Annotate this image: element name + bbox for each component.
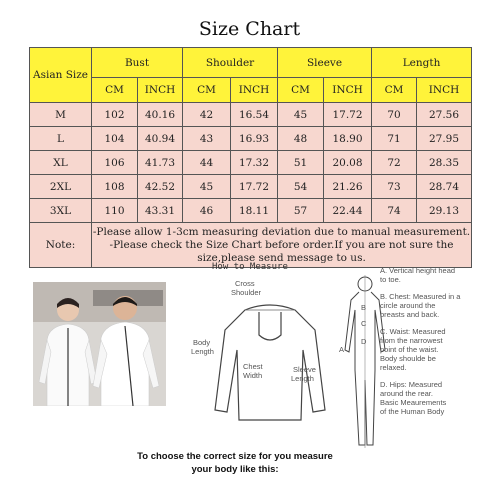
value-cell: 27.56 bbox=[417, 103, 472, 127]
value-cell: 18.90 bbox=[324, 127, 372, 151]
value-cell: 43 bbox=[183, 127, 231, 151]
value-cell: 44 bbox=[183, 151, 231, 175]
chest-width-label: Chest bbox=[243, 362, 263, 371]
letter-b-label: B bbox=[361, 303, 367, 312]
value-cell: 70 bbox=[372, 103, 417, 127]
value-cell: 57 bbox=[278, 199, 324, 223]
legend-text: point of the waist. bbox=[380, 345, 439, 354]
legend-item-c bbox=[380, 327, 495, 372]
legend-item-a bbox=[380, 266, 495, 284]
value-cell: 102 bbox=[92, 103, 138, 127]
value-cell: 16.93 bbox=[231, 127, 278, 151]
unit-header: INCH bbox=[231, 78, 278, 103]
unit-header: INCH bbox=[324, 78, 372, 103]
instruction-line: your body like this: bbox=[191, 464, 279, 475]
bust-header: Bust bbox=[92, 48, 183, 78]
value-cell: 54 bbox=[278, 175, 324, 199]
legend-text: breasts and back. bbox=[380, 310, 440, 319]
how-to-measure-title: How to Measure bbox=[212, 262, 288, 272]
size-cell: M bbox=[30, 103, 92, 127]
cross-shoulder-label: Shoulder bbox=[231, 288, 262, 297]
legend-text: from the narrowest bbox=[380, 336, 443, 345]
value-cell: 20.08 bbox=[324, 151, 372, 175]
header-row-groups bbox=[30, 48, 472, 78]
value-cell: 17.72 bbox=[231, 175, 278, 199]
value-cell: 42.52 bbox=[138, 175, 183, 199]
legend-text: Body shoulde be bbox=[380, 354, 436, 363]
letter-c-label: C bbox=[361, 319, 367, 328]
legend-text: A. Vertical height head bbox=[380, 266, 456, 275]
value-cell: 73 bbox=[372, 175, 417, 199]
value-cell: 72 bbox=[372, 151, 417, 175]
size-cell: 3XL bbox=[30, 199, 92, 223]
table-row bbox=[30, 103, 472, 127]
body-length-label: Length bbox=[191, 347, 214, 356]
instruction-line: To choose the correct size for you measure bbox=[137, 451, 333, 462]
value-cell: 71 bbox=[372, 127, 417, 151]
value-cell: 21.26 bbox=[324, 175, 372, 199]
measurement-legend bbox=[380, 266, 495, 424]
unit-header: CM bbox=[278, 78, 324, 103]
value-cell: 17.32 bbox=[231, 151, 278, 175]
sleeve-length-label: Sleeve bbox=[293, 365, 316, 374]
value-cell: 29.13 bbox=[417, 199, 472, 223]
value-cell: 28.35 bbox=[417, 151, 472, 175]
note-text bbox=[92, 223, 472, 268]
note-row bbox=[30, 223, 472, 268]
sleeve-header: Sleeve bbox=[278, 48, 372, 78]
sleeve-length-label: Length bbox=[291, 374, 314, 383]
value-cell: 40.16 bbox=[138, 103, 183, 127]
table-row bbox=[30, 175, 472, 199]
unit-header: CM bbox=[372, 78, 417, 103]
value-cell: 51 bbox=[278, 151, 324, 175]
value-cell: 42 bbox=[183, 103, 231, 127]
value-cell: 104 bbox=[92, 127, 138, 151]
note-line: -Please check the Size Chart before order.If you are not sure the bbox=[109, 238, 454, 251]
legend-text: Basic Meaurements bbox=[380, 398, 447, 407]
note-line: -Please allow 1-3cm measuring deviation due to manual measurement. bbox=[92, 225, 471, 238]
value-cell: 46 bbox=[183, 199, 231, 223]
value-cell: 28.74 bbox=[417, 175, 472, 199]
legend-text: B. Chest: Measured in a bbox=[380, 292, 461, 301]
value-cell: 45 bbox=[278, 103, 324, 127]
value-cell: 110 bbox=[92, 199, 138, 223]
value-cell: 17.72 bbox=[324, 103, 372, 127]
header-row-units bbox=[30, 78, 472, 103]
unit-header: CM bbox=[92, 78, 138, 103]
table-row bbox=[30, 199, 472, 223]
legend-text: circle around the bbox=[380, 301, 436, 310]
cross-shoulder-label: Cross bbox=[235, 279, 255, 288]
chart-title: Size Chart bbox=[198, 18, 301, 40]
size-cell: XL bbox=[30, 151, 92, 175]
legend-text: relaxed. bbox=[380, 363, 407, 372]
legend-text: of the Human Body bbox=[380, 407, 445, 416]
value-cell: 40.94 bbox=[138, 127, 183, 151]
size-chart-table bbox=[29, 47, 472, 268]
product-photo bbox=[33, 282, 166, 406]
chef-models-image bbox=[33, 282, 166, 406]
size-cell: L bbox=[30, 127, 92, 151]
value-cell: 18.11 bbox=[231, 199, 278, 223]
body-length-label: Body bbox=[193, 338, 211, 347]
value-cell: 108 bbox=[92, 175, 138, 199]
table-row bbox=[30, 151, 472, 175]
value-cell: 106 bbox=[92, 151, 138, 175]
letter-a-label: A bbox=[339, 345, 345, 354]
value-cell: 27.95 bbox=[417, 127, 472, 151]
legend-text: C. Waist: Measured bbox=[380, 327, 446, 336]
bottom-instruction bbox=[100, 450, 370, 476]
legend-text: to toe. bbox=[380, 275, 401, 284]
unit-header: INCH bbox=[417, 78, 472, 103]
value-cell: 22.44 bbox=[324, 199, 372, 223]
unit-header: CM bbox=[183, 78, 231, 103]
unit-header: INCH bbox=[138, 78, 183, 103]
table-row bbox=[30, 127, 472, 151]
letter-d-label: D bbox=[361, 337, 367, 346]
size-cell: 2XL bbox=[30, 175, 92, 199]
asian-size-header: Asian Size bbox=[30, 48, 92, 103]
value-cell: 48 bbox=[278, 127, 324, 151]
value-cell: 74 bbox=[372, 199, 417, 223]
chest-width-label: Width bbox=[243, 371, 263, 380]
length-header: Length bbox=[372, 48, 472, 78]
note-label: Note: bbox=[30, 223, 92, 268]
note-line: size,please send message to us. bbox=[197, 251, 366, 264]
legend-text: D. Hips: Measured bbox=[380, 380, 443, 389]
legend-text: around the rear. bbox=[380, 389, 433, 398]
value-cell: 41.73 bbox=[138, 151, 183, 175]
jacket-sketch bbox=[215, 305, 325, 420]
value-cell: 45 bbox=[183, 175, 231, 199]
shoulder-header: Shoulder bbox=[183, 48, 278, 78]
legend-item-b bbox=[380, 292, 495, 319]
value-cell: 43.31 bbox=[138, 199, 183, 223]
value-cell: 16.54 bbox=[231, 103, 278, 127]
legend-item-d bbox=[380, 380, 495, 416]
body-figure bbox=[345, 275, 385, 448]
